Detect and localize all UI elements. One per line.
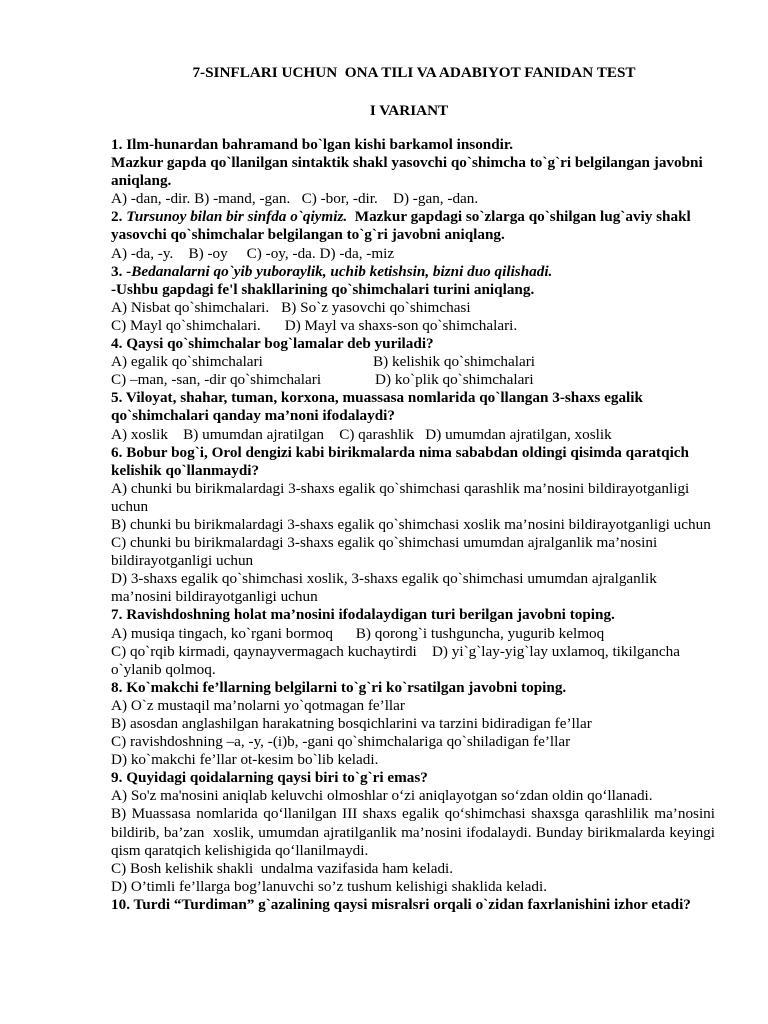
questions bbox=[111, 136, 719, 914]
q6-option-a: A) chunki bu birikmalardagi 3-shaxs egalik qo`shimchasi qarashlik ma’nosini bildirayotganligi uchun bbox=[111, 479, 690, 515]
q8-option-c: C) ravishdoshning –a, -y, -(i)b, -gani qo`shimchalariga qo`shiladigan fe’llar bbox=[111, 733, 571, 751]
q6-stem: 6. Bobur bog`i, Orol dengizi kabi birikmalarda nima sababdan oldingi qisimda qaratqich kelishik qo`llanmaydi? bbox=[111, 443, 689, 479]
q2-quote: Tursunoy bilan bir sinfda o`qiymiz. bbox=[126, 208, 348, 226]
q2-options: A) -da, -y. B) -oy C) -oy, -da. D) -da, -miz bbox=[111, 244, 395, 262]
q3-option-b: B) So`z yasovchi qo`shimchasi bbox=[281, 298, 471, 316]
q3-option-c: C) Mayl qo`shimchalari. bbox=[111, 316, 261, 334]
q7-options-ab: A) musiqa tingach, ko`rgani bormoq B) qorong`i tushguncha, yugurib kelmoq bbox=[111, 624, 605, 642]
q9-stem: 9. Quyidagi qoidalarning qaysi biri to`g`ri emas? bbox=[111, 769, 428, 787]
q8-option-d: D) ko`makchi fe’llar ot-kesim bo`lib keladi. bbox=[111, 751, 379, 769]
q5-stem: 5. Viloyat, shahar, tuman, korxona, muassasa nomlarida qo`llangan 3-shaxs egalik qo`shimchalari qanday ma’noni ifodalaydi? bbox=[111, 389, 643, 425]
q4-option-d: D) ko`plik qo`shimchalari bbox=[375, 371, 534, 389]
q1-options: A) -dan, -dir. B) -mand, -gan. C) -bor, -dir. D) -gan, -dan. bbox=[111, 190, 479, 208]
q3-number: 3. bbox=[111, 262, 127, 280]
q4-option-a: A) egalik qo`shimchalari bbox=[111, 353, 263, 371]
q7-stem: 7. Ravishdoshning holat ma’nosini ifodalaydigan turi berilgan javobni toping. bbox=[111, 606, 615, 624]
q5-options: A) xoslik B) umumdan ajratilgan C) qarashlik D) umumdan ajratilgan, xoslik bbox=[111, 425, 612, 443]
q3-prompt: -Ushbu gapdagi fe'l shakllarining qo`shimchalari turini aniqlang. bbox=[111, 280, 535, 298]
q3-options-row2 bbox=[111, 317, 715, 335]
q2-number: 2. bbox=[111, 208, 127, 226]
q4-options-row1 bbox=[111, 353, 715, 371]
q8-option-a: A) O`z mustaqil ma’nolarni yo`qotmagan fe’llar bbox=[111, 696, 405, 714]
q6-option-d: D) 3-shaxs egalik qo`shimchasi xoslik, 3-shaxs egalik qo`shimchasi umumdan ajralganlik ma’nosini bildirayotganligi uchun bbox=[111, 570, 657, 606]
q2-prompt: Mazkur gapdagi so`zlarga qo`shilgan lug`aviy shakl yasovchi qo`shimchalar belgilangan to`g`ri javobni aniqlang. bbox=[111, 208, 695, 244]
page-title: 7-SINFLARI UCHUN ONA TILI VA ADABIYOT FANIDAN TEST bbox=[192, 64, 636, 81]
q1-prompt: Mazkur gapda qo`llanilgan sintaktik shakl yasovchi qo`shimcha to`g`ri belgilangan javobni aniqlang. bbox=[111, 154, 703, 190]
q4-option-c: C) –man, -san, -dir qo`shimchalari bbox=[111, 371, 322, 389]
q3-options-row1 bbox=[111, 299, 715, 317]
q6-option-b: B) chunki bu birikmalardagi 3-shaxs egalik qo`shimchasi xoslik ma’nosini bildirayotganligi uchun bbox=[111, 515, 711, 533]
q4-option-b: B) kelishik qo`shimchalari bbox=[373, 353, 535, 371]
q9-option-b: B) Muassasa nomlarida qo‘llanilgan III shaxs egalik qo‘shimchasi shaxsga qarashlilik ma’nosini bildirib, ba’zan xoslik, umumdan ajratilganlik ma’nosini ifodalaydi. Bunday birikmalarda keyingi qism qaratqich kelishigida qo‘llanilmaydi. bbox=[111, 805, 719, 859]
q3-quote: -Bedanalarni qo`yib yuboraylik, uchib ketishsin, bizni duo qilishadi. bbox=[126, 262, 553, 280]
q9-option-c: C) Bosh kelishik shakli undalma vazifasida ham keladi. bbox=[111, 859, 454, 877]
q3-option-d: D) Mayl va shaxs-son qo`shimchalari. bbox=[284, 316, 518, 334]
q9-option-d: D) O’timli fe’llarga bog’lanuvchi so’z tushum kelishigi shaklida keladi. bbox=[111, 877, 547, 895]
q10-stem: 10. Turdi “Turdiman” g`azalining qaysi misralsri orqali o`zidan faxrlanishini izhor etadi? bbox=[111, 895, 691, 913]
q3 bbox=[111, 263, 715, 281]
q8-stem: 8. Ko`makchi fe’llarning belgilarni to`g`ri ko`rsatilgan javobni toping. bbox=[111, 678, 567, 696]
q2 bbox=[111, 208, 715, 244]
q4-options-row2 bbox=[111, 371, 715, 389]
variant-title: I VARIANT bbox=[369, 102, 449, 119]
q7-options-cd: C) qo`rqib kirmadi, qaynayvermagach kuchaytirdi D) yi`g`lay-yig`lay uxlamoq, tikilgancha o`ylanib qolmoq. bbox=[111, 642, 684, 678]
q4-stem: 4. Qaysi qo`shimchalar bog`lamalar deb yuriladi? bbox=[111, 335, 434, 353]
q1-stem: 1. Ilm-hunardan bahramand bo`lgan kishi barkamol insondir. bbox=[111, 136, 514, 153]
q3-option-a: A) Nisbat qo`shimchalari. bbox=[111, 298, 270, 316]
q6-option-c: C) chunki bu birikmalardagi 3-shaxs egalik qo`shimchasi umumdan ajralganlik ma’nosini bildirayotganligi uchun bbox=[111, 534, 658, 570]
q9-option-a: A) So'z ma'nosini aniqlab keluvchi olmoshlar o‘zi aniqlayotgan so‘zdan oldin qo‘llanadi. bbox=[111, 787, 653, 805]
q8-option-b: B) asosdan anglashilgan harakatning bosqichlarini va tarzini bidiradigan fe’llar bbox=[111, 715, 592, 732]
